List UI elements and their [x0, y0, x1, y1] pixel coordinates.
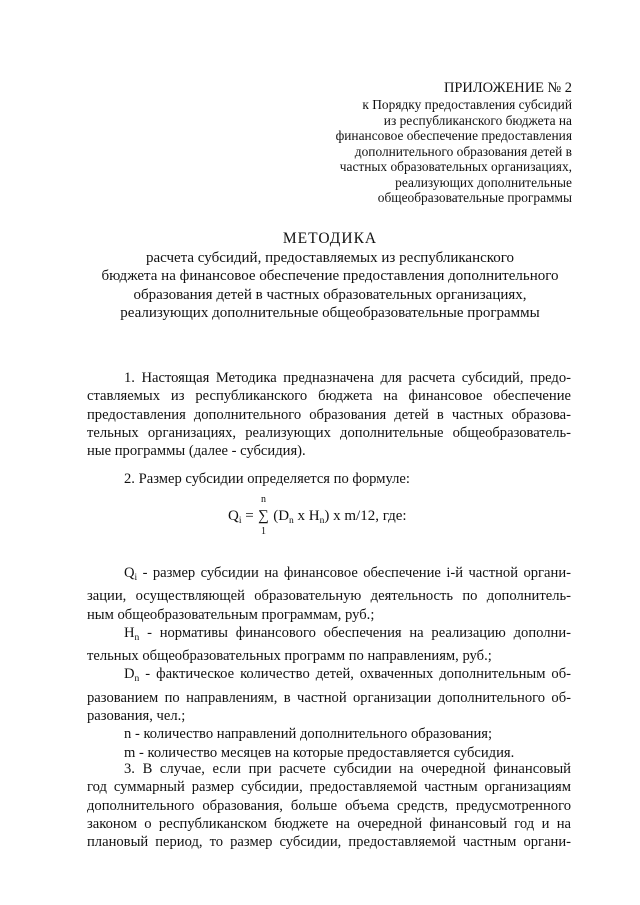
heading-line: образования детей в частных образовательных организациях, [133, 286, 527, 303]
definition-q-line: зации, осуществляющей образовательную деятельность по дополнитель- [87, 588, 571, 605]
section-1-line: предоставления дополнительного образования детей в частных образова- [87, 406, 571, 423]
definition-symbol: H [124, 624, 135, 641]
definition-q-line [87, 564, 571, 587]
appendix-line: дополнительного образования детей в [354, 143, 572, 159]
definition-symbol-sub: n [134, 674, 140, 685]
definition-d-line: разования, чел.; [87, 708, 186, 725]
definition-d-line: разованием по направлениям, в частной организации дополнительного об- [87, 689, 571, 706]
formula-sum [257, 494, 269, 537]
heading-line: расчета субсидий, предоставляемых из республиканского [145, 250, 515, 267]
section-3-line: дополнительного образования, больше объема средств, предусмотренного [87, 797, 571, 814]
formula-sum-top: n [260, 494, 266, 505]
appendix-line: реализующих дополнительные [395, 174, 572, 190]
definition-text: - размер субсидии на финансовое обеспечение i-й частной органи- [137, 565, 571, 581]
section-2 [87, 470, 571, 488]
definition-h-line: тельных общеобразовательных программ по направлениям, руб.; [87, 648, 492, 665]
heading-line: реализующих дополнительные общеобразовательные программы [120, 304, 540, 321]
definition-symbol-sub: n [134, 632, 140, 643]
section-3-line: год суммарный размер субсидии, предоставляемой частным организациям [87, 779, 571, 796]
formula-q: Q [228, 508, 239, 524]
definition-symbol: m [124, 744, 136, 761]
heading-line: бюджета на финансовое обеспечение предоставления дополнительного [101, 268, 559, 285]
definition-text: - количество месяцев на которые предоставляется субсидия. [135, 744, 515, 761]
definition-symbol: Q [124, 565, 135, 581]
definition-n-line [87, 725, 571, 743]
appendix-header [312, 80, 572, 206]
definition-symbol-sub: i [134, 573, 138, 583]
formula-sum-bottom: 1 [260, 526, 266, 537]
appendix-line: к Порядку предоставления субсидий [362, 97, 572, 112]
appendix-line: из республиканского бюджета на [383, 112, 572, 128]
section-1 [87, 369, 571, 460]
definition-h-line [87, 624, 571, 647]
document-title: МЕТОДИКА [282, 230, 378, 247]
formula-h-sub: n [319, 516, 325, 526]
definition-d-line [87, 665, 571, 688]
formula-sum-symbol: ∑ [258, 508, 269, 524]
formula-d: (D [269, 508, 290, 524]
formula-q-sub: i [238, 516, 242, 526]
formula-h: x H [293, 508, 320, 524]
definitions-block [87, 564, 571, 762]
subsidy-formula [228, 494, 407, 537]
section-1-line: 1. Настоящая Методика предназначена для расчета субсидий, предо- [124, 370, 571, 386]
definition-text: - нормативы финансового обеспечения на реализацию дополни- [139, 624, 571, 641]
appendix-line: частных образовательных организациях, [339, 159, 572, 174]
section-3-line: законом о республиканском бюджете на очередной финансовый год и на [87, 815, 571, 832]
definition-symbol: D [124, 666, 135, 683]
section-3 [87, 760, 571, 851]
appendix-title: ПРИЛОЖЕНИЕ № 2 [444, 80, 572, 96]
section-3-line: 3. В случае, если при расчете субсидии на очередной финансовый [124, 761, 571, 777]
definition-text: - фактическое количество детей, охваченных дополнительным об- [139, 666, 571, 683]
appendix-line: финансовое обеспечение предоставления [335, 128, 572, 143]
definition-text: - количество направлений дополнительного образования; [131, 726, 493, 743]
formula-equals: = [241, 508, 258, 524]
definition-symbol: n [124, 726, 132, 743]
section-2-intro: 2. Размер субсидии определяется по формуле: [124, 471, 410, 487]
section-1-line: ставляемых из республиканского бюджета на финансовое обеспечение [87, 388, 571, 405]
definition-q-line: ным общеобразовательным программам, руб.; [87, 606, 375, 623]
formula-d-sub: n [289, 516, 294, 526]
section-3-line: плановый период, то размер субсидии, предоставляемой частным органи- [87, 834, 571, 851]
document-heading [60, 230, 600, 322]
section-1-line: тельных организациях, реализующих дополнительные общеобразователь- [87, 424, 571, 441]
appendix-line: общеобразовательные программы [377, 190, 572, 205]
formula-rest: ) x m/12, где: [324, 508, 407, 524]
section-1-line: ные программы (далее - субсидия). [87, 443, 306, 460]
